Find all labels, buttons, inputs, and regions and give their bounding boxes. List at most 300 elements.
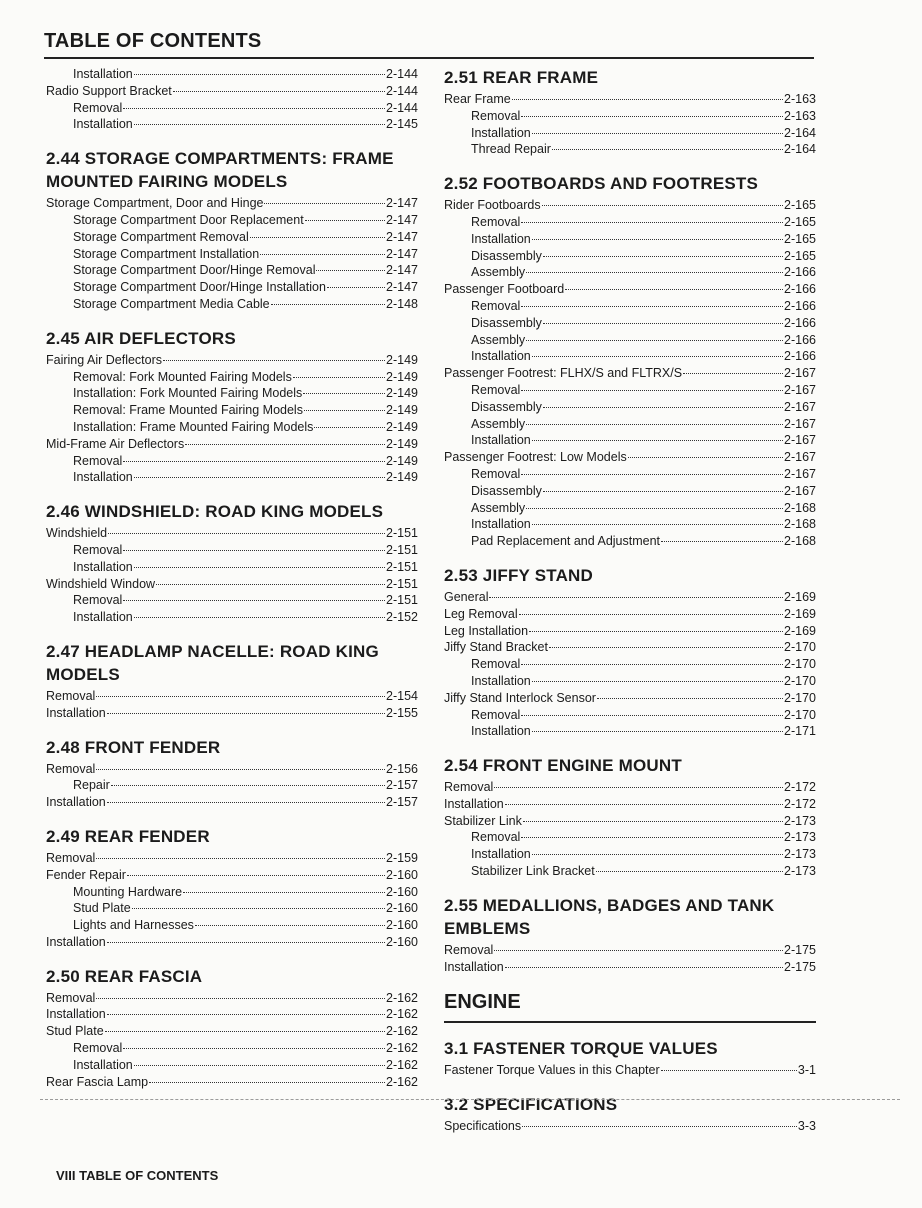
toc-entry-label: Removal (73, 1041, 123, 1056)
dot-leader (549, 647, 783, 648)
toc-entry-page: 2-166 (784, 349, 816, 364)
toc-entry-label: Passenger Footrest: FLHX/S and FLTRX/S (444, 366, 683, 381)
toc-entry-label: Storage Compartment Removal (73, 229, 249, 244)
toc-entry[interactable] (46, 559, 418, 576)
toc-entry-page: 2-173 (784, 830, 816, 845)
toc-entry-page: 2-149 (386, 403, 418, 418)
dot-leader (521, 222, 783, 223)
dot-leader (543, 256, 783, 257)
toc-section (46, 66, 418, 133)
toc-entry[interactable] (46, 688, 418, 705)
toc-entry-page: 2-147 (386, 212, 418, 227)
dot-leader (661, 541, 783, 542)
toc-entry-label: Lights and Harnesses (73, 918, 194, 933)
toc-entry-label: Removal (46, 761, 96, 776)
toc-entry-label: Removal (471, 466, 521, 481)
toc-entry-label: Removal: Fork Mounted Fairing Models (73, 369, 292, 384)
toc-entry-page: 2-155 (386, 705, 418, 720)
toc-entry-page: 2-145 (386, 117, 418, 132)
toc-entry[interactable] (444, 108, 816, 125)
toc-entry-page: 2-151 (386, 526, 418, 541)
toc-entry[interactable] (46, 1040, 418, 1057)
dot-leader (542, 205, 783, 206)
toc-entry[interactable] (444, 623, 816, 640)
toc-entry-label: Storage Compartment, Door and Hinge (46, 196, 264, 211)
dot-leader (505, 967, 783, 968)
toc-entry[interactable] (46, 262, 418, 279)
toc-entry[interactable] (444, 589, 816, 606)
dot-leader (521, 715, 783, 716)
toc-entry-page: 2-162 (386, 1024, 418, 1039)
dot-leader (123, 550, 385, 551)
toc-entry-page: 2-167 (784, 382, 816, 397)
toc-entry-page: 2-175 (784, 959, 816, 974)
toc-entry-page: 2-167 (784, 466, 816, 481)
dot-leader (127, 875, 385, 876)
toc-entry[interactable] (444, 533, 816, 550)
toc-entry-label: Pad Replacement and Adjustment (471, 534, 661, 549)
dot-leader (123, 108, 385, 109)
dot-leader (304, 410, 385, 411)
dot-leader (522, 1126, 797, 1127)
toc-entry[interactable] (46, 884, 418, 901)
section-heading: 3.2 SPECIFICATIONS (444, 1095, 618, 1115)
dot-leader (123, 461, 385, 462)
dot-leader (526, 508, 783, 509)
toc-entry[interactable] (46, 777, 418, 794)
dot-leader (156, 584, 385, 585)
toc-section (46, 147, 418, 313)
dot-leader (628, 457, 783, 458)
toc-entry[interactable] (46, 229, 418, 246)
toc-entry-page: 2-167 (784, 433, 816, 448)
toc-entry-label: Installation (471, 433, 531, 448)
toc-entry-label: Removal (471, 707, 521, 722)
toc-entry-label: Removal (444, 942, 494, 957)
section-heading: 2.49 REAR FENDER (46, 826, 210, 846)
toc-entry-page: 2-170 (784, 640, 816, 655)
chapter-heading: ENGINE (444, 989, 816, 1023)
toc-entry-label: Disassembly (471, 483, 542, 498)
toc-entry-page: 2-149 (386, 386, 418, 401)
dot-leader (505, 804, 783, 805)
toc-entry[interactable] (46, 542, 418, 559)
toc-entry-page: 2-160 (386, 901, 418, 916)
toc-entry-label: Installation (471, 231, 531, 246)
toc-section (46, 965, 418, 1091)
toc-entry[interactable] (46, 116, 418, 133)
dot-leader (271, 304, 385, 305)
toc-entry[interactable] (444, 690, 816, 707)
dot-leader (597, 698, 783, 699)
toc-entry-label: Fender Repair (46, 867, 126, 882)
toc-entry-page: 2-163 (784, 108, 816, 123)
toc-section (46, 327, 418, 486)
toc-entry[interactable] (46, 66, 418, 83)
toc-entry[interactable] (444, 796, 816, 813)
dot-leader (519, 614, 783, 615)
toc-entry[interactable] (46, 1006, 418, 1023)
toc-entry-label: Stud Plate (73, 901, 131, 916)
toc-entry-label: Removal (73, 542, 123, 557)
toc-entry[interactable] (46, 419, 418, 436)
dot-leader (532, 440, 783, 441)
toc-entry-page: 2-173 (784, 813, 816, 828)
toc-entry-label: Installation (73, 117, 133, 132)
toc-entry[interactable] (444, 197, 816, 214)
section-heading: 2.45 AIR DEFLECTORS (46, 328, 236, 348)
dot-leader (96, 696, 385, 697)
toc-entry[interactable] (46, 1023, 418, 1040)
toc-entry-label: Specifications (444, 1119, 522, 1134)
dot-leader (596, 871, 783, 872)
section-heading: 2.51 REAR FRAME (444, 68, 599, 87)
toc-entry-page: 2-162 (386, 990, 418, 1005)
toc-entry-page: 2-166 (784, 298, 816, 313)
toc-entry[interactable] (46, 369, 418, 386)
section-heading: 2.55 MEDALLIONS, BADGES AND TANK EMBLEMS (444, 895, 775, 938)
dot-leader (494, 787, 783, 788)
toc-entry-page: 2-172 (784, 780, 816, 795)
toc-entry[interactable] (444, 214, 816, 231)
dot-leader (543, 407, 783, 408)
toc-entry-page: 2-160 (386, 884, 418, 899)
toc-entry-page: 2-170 (784, 673, 816, 688)
toc-entry-label: Rear Frame (444, 92, 511, 106)
toc-entry[interactable] (46, 1074, 418, 1091)
toc-entry-label: Installation (73, 470, 133, 485)
dot-leader (134, 567, 385, 568)
toc-entry-page: 2-162 (386, 1041, 418, 1056)
dot-leader (134, 477, 385, 478)
toc-entry[interactable] (46, 385, 418, 402)
toc-entry-page: 2-154 (386, 688, 418, 703)
toc-entry-page: 2-167 (784, 483, 816, 498)
toc-entry-page: 2-144 (386, 83, 418, 98)
section-heading: 3.1 FASTENER TORQUE VALUES (444, 1039, 718, 1059)
toc-entry[interactable] (46, 794, 418, 811)
section-heading: 2.52 FOOTBOARDS AND FOOTRESTS (444, 174, 759, 194)
dot-leader (183, 892, 385, 893)
toc-entry-page: 2-151 (386, 542, 418, 557)
page-footer: VIII TABLE OF CONTENTS (56, 1168, 219, 1183)
toc-entry-page: 2-168 (784, 517, 816, 532)
toc-entry-page: 2-164 (784, 142, 816, 157)
toc-entry-page: 2-151 (386, 576, 418, 591)
toc-section (46, 640, 418, 722)
dot-leader (543, 323, 783, 324)
toc-entry-page: 2-168 (784, 500, 816, 515)
toc-entry-page: 2-149 (386, 369, 418, 384)
toc-entry[interactable] (444, 516, 816, 533)
toc-entry[interactable] (444, 365, 816, 382)
toc-entry[interactable] (444, 432, 816, 449)
toc-entry-page: 2-147 (386, 280, 418, 295)
toc-entry-label: Removal (73, 453, 123, 468)
toc-entry[interactable] (46, 592, 418, 609)
dot-leader (123, 1048, 385, 1049)
toc-entry-page: 2-160 (386, 867, 418, 882)
toc-section (444, 1037, 816, 1079)
toc-entry-page: 2-157 (386, 795, 418, 810)
toc-entry[interactable] (444, 1062, 816, 1079)
toc-entry-label: Removal: Frame Mounted Fairing Models (73, 403, 303, 418)
toc-entry-label: Passenger Footboard (444, 282, 565, 297)
toc-entry[interactable] (46, 212, 418, 229)
toc-entry-label: Installation (444, 959, 504, 974)
toc-entry[interactable] (444, 829, 816, 846)
dot-leader (521, 306, 783, 307)
toc-entry[interactable] (444, 942, 816, 959)
toc-entry[interactable] (46, 990, 418, 1007)
toc-entry[interactable] (444, 264, 816, 281)
toc-entry-page: 2-167 (784, 416, 816, 431)
toc-entry-page: 2-159 (386, 850, 418, 865)
toc-entry-label: Removal (73, 100, 123, 115)
dot-leader (149, 1082, 385, 1083)
toc-entry-label: Stud Plate (46, 1024, 104, 1039)
dot-leader (521, 664, 783, 665)
toc-entry[interactable] (46, 761, 418, 778)
toc-entry-label: Installation (444, 796, 504, 811)
toc-section (46, 825, 418, 951)
dot-leader (521, 837, 783, 838)
toc-entry-label: Installation (46, 934, 106, 949)
toc-entry-page: 2-147 (386, 229, 418, 244)
toc-entry[interactable] (46, 402, 418, 419)
toc-entry[interactable] (46, 705, 418, 722)
dot-leader (123, 600, 385, 601)
toc-entry-page: 2-169 (784, 606, 816, 621)
toc-entry[interactable] (444, 673, 816, 690)
toc-entry[interactable] (444, 483, 816, 500)
toc-entry-label: Fastener Torque Values in this Chapter (444, 1063, 660, 1078)
toc-entry[interactable] (444, 382, 816, 399)
toc-entry[interactable] (444, 248, 816, 265)
toc-entry-page: 2-165 (784, 198, 816, 213)
toc-entry[interactable] (444, 416, 816, 433)
toc-entry-page: 2-169 (784, 623, 816, 638)
toc-entry[interactable] (46, 279, 418, 296)
toc-entry-page: 2-166 (784, 332, 816, 347)
toc-entry[interactable] (46, 469, 418, 486)
toc-entry[interactable] (46, 917, 418, 934)
toc-entry[interactable] (444, 813, 816, 830)
toc-entry[interactable] (444, 231, 816, 248)
toc-entry[interactable] (444, 863, 816, 880)
toc-section (46, 500, 418, 626)
toc-entry-page: 2-166 (784, 265, 816, 280)
toc-entry[interactable] (444, 399, 816, 416)
toc-entry[interactable] (46, 525, 418, 542)
toc-entry[interactable] (46, 609, 418, 626)
toc-entry-page: 2-162 (386, 1057, 418, 1072)
toc-entry-label: Removal (471, 214, 521, 229)
toc-entry[interactable] (444, 959, 816, 976)
toc-section (444, 754, 816, 880)
toc-entry-label: Removal (471, 298, 521, 313)
toc-entry[interactable] (46, 436, 418, 453)
dot-leader (303, 393, 385, 394)
toc-entry-label: Fairing Air Deflectors (46, 352, 163, 367)
toc-entry-page: 2-148 (386, 296, 418, 311)
toc-entry-page: 2-147 (386, 246, 418, 261)
toc-section (444, 564, 816, 740)
toc-entry[interactable] (46, 453, 418, 470)
toc-entry[interactable] (444, 91, 816, 108)
toc-entry-label: Removal (471, 108, 521, 123)
toc-entry-label: General (444, 589, 489, 604)
toc-entry-label: Removal (471, 830, 521, 845)
dot-leader (565, 289, 783, 290)
toc-entry-page: 2-157 (386, 778, 418, 793)
dot-leader (532, 854, 783, 855)
toc-entry-page: 2-149 (386, 470, 418, 485)
toc-entry-label: Storage Compartment Door/Hinge Removal (73, 263, 316, 278)
dot-leader (107, 942, 385, 943)
section-heading: 2.47 HEADLAMP NACELLE: ROAD KING MODELS (46, 641, 379, 684)
scan-artifact-line (40, 1099, 900, 1100)
toc-entry[interactable] (444, 466, 816, 483)
dot-leader (132, 908, 385, 909)
toc-entry[interactable] (444, 606, 816, 623)
toc-entry[interactable] (444, 141, 816, 158)
toc-entry-page: 2-171 (784, 724, 816, 739)
toc-entry-label: Stabilizer Link (444, 813, 522, 828)
toc-right-column (444, 60, 816, 1135)
toc-entry-page: 2-165 (784, 231, 816, 246)
toc-entry[interactable] (444, 125, 816, 142)
toc-entry[interactable] (444, 500, 816, 517)
toc-entry-label: Repair (73, 778, 110, 793)
toc-entry-label: Storage Compartment Media Cable (73, 296, 270, 311)
section-heading: 2.54 FRONT ENGINE MOUNT (444, 756, 682, 776)
toc-entry-page: 2-149 (386, 436, 418, 451)
toc-entry-page: 2-173 (784, 847, 816, 862)
dot-leader (111, 785, 385, 786)
dot-leader (683, 373, 783, 374)
section-heading: 2.53 JIFFY STAND (444, 565, 594, 585)
toc-entry-label: Leg Removal (444, 606, 518, 621)
dot-leader (532, 356, 783, 357)
toc-entry[interactable] (46, 867, 418, 884)
dot-leader (108, 533, 385, 534)
dot-leader (134, 124, 385, 125)
toc-entry-page: 2-164 (784, 125, 816, 140)
dot-leader (526, 424, 783, 425)
toc-entry[interactable] (444, 298, 816, 315)
toc-entry[interactable] (444, 639, 816, 656)
toc-entry[interactable] (46, 352, 418, 369)
dot-leader (521, 390, 783, 391)
toc-entry-label: Removal (444, 780, 494, 795)
dot-leader (543, 491, 783, 492)
toc-section (46, 736, 418, 811)
dot-leader (96, 998, 385, 999)
toc-entry-page: 2-166 (784, 315, 816, 330)
toc-entry-page: 2-144 (386, 100, 418, 115)
toc-entry[interactable] (444, 1118, 816, 1135)
toc-entry-label: Storage Compartment Door/Hinge Installation (73, 280, 326, 295)
toc-entry-label: Disassembly (471, 248, 542, 263)
section-heading: 2.48 FRONT FENDER (46, 737, 221, 757)
toc-entry[interactable] (46, 934, 418, 951)
toc-entry-page: 2-165 (784, 214, 816, 229)
dot-leader (173, 91, 385, 92)
toc-entry[interactable] (444, 281, 816, 298)
dot-leader (195, 925, 385, 926)
dot-leader (494, 950, 783, 951)
toc-entry[interactable] (444, 449, 816, 466)
dot-leader (264, 203, 385, 204)
toc-entry-page: 2-149 (386, 352, 418, 367)
toc-entry-label: Installation (73, 559, 133, 574)
toc-entry[interactable] (444, 348, 816, 365)
dot-leader (532, 681, 783, 682)
toc-entry-label: Storage Compartment Installation (73, 246, 260, 261)
dot-leader (293, 377, 385, 378)
dot-leader (521, 474, 783, 475)
title-rule (44, 57, 814, 59)
toc-entry[interactable] (46, 296, 418, 313)
toc-entry-label: Assembly (471, 265, 526, 280)
toc-entry[interactable] (444, 723, 816, 740)
toc-entry-label: Removal (46, 850, 96, 865)
dot-leader (107, 1014, 385, 1015)
toc-entry-label: Installation (471, 517, 531, 532)
toc-entry-page: 2-166 (784, 282, 816, 297)
toc-entry[interactable] (46, 100, 418, 117)
toc-entry[interactable] (444, 656, 816, 673)
toc-entry-page: 2-162 (386, 1007, 418, 1022)
dot-leader (134, 1065, 385, 1066)
toc-entry[interactable] (444, 315, 816, 332)
toc-entry-label: Installation (73, 67, 133, 81)
toc-entry[interactable] (444, 779, 816, 796)
toc-entry-page: 2-147 (386, 196, 418, 211)
toc-entry[interactable] (46, 83, 418, 100)
toc-entry-page: 2-167 (784, 366, 816, 381)
dot-leader (185, 444, 385, 445)
toc-entry-label: Disassembly (471, 399, 542, 414)
toc-entry-label: Leg Installation (444, 623, 529, 638)
toc-entry-label: Windshield (46, 526, 108, 541)
toc-entry[interactable] (444, 846, 816, 863)
toc-entry-label: Stabilizer Link Bracket (471, 864, 595, 879)
dot-leader (105, 1031, 385, 1032)
toc-entry[interactable] (46, 246, 418, 263)
dot-leader (134, 74, 385, 75)
toc-entry-label: Rider Footboards (444, 198, 541, 213)
toc-entry[interactable] (46, 1057, 418, 1074)
toc-entry-label: Mid-Frame Air Deflectors (46, 436, 185, 451)
toc-entry[interactable] (46, 576, 418, 593)
dot-leader (523, 821, 783, 822)
toc-entry[interactable] (444, 707, 816, 724)
dot-leader (532, 731, 783, 732)
toc-entry[interactable] (444, 332, 816, 349)
toc-entry[interactable] (46, 195, 418, 212)
toc-entry[interactable] (46, 850, 418, 867)
toc-entry-label: Mounting Hardware (73, 884, 183, 899)
toc-entry[interactable] (46, 900, 418, 917)
dot-leader (532, 239, 783, 240)
dot-leader (163, 360, 385, 361)
toc-entry-label: Installation: Fork Mounted Fairing Models (73, 386, 303, 401)
toc-entry-label: Disassembly (471, 315, 542, 330)
toc-entry-page: 2-172 (784, 796, 816, 811)
toc-section (444, 989, 816, 1023)
